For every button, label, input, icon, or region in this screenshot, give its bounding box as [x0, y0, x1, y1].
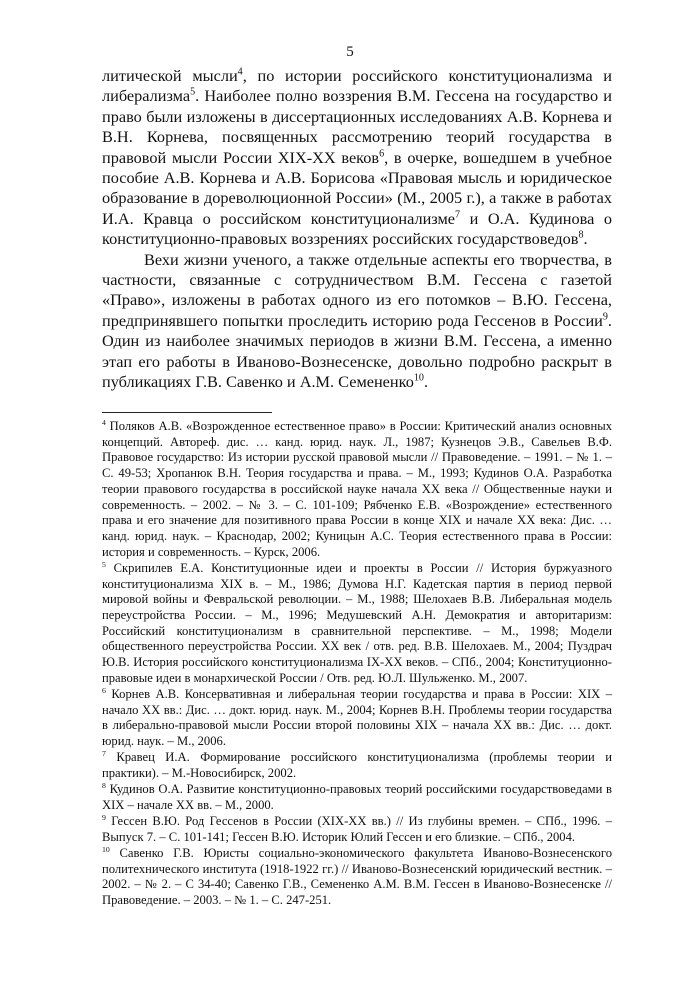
footnote: [102, 814, 612, 845]
footnote-number: 6: [102, 685, 106, 695]
text-run: и О.А. Кудинова о конституционно-правовых воззрениях российских государствоведов: [102, 208, 612, 249]
paragraph-2: [102, 250, 612, 393]
footnote: [102, 750, 612, 781]
footnote: [102, 782, 612, 813]
footnote-text: Скрипилев Е.А. Конституционные идеи и проекты в России // История буржуазного конституционализма XIX в. – М., 1986; Думова Н.Г. Кадетская партия в период первой мировой войны и Февральской революции. – М., 1988; Шелохаев В.В. Либеральная модель переустройства России. – М., 1996; Медушевский А.Н. Демократия и авторитаризм: Российский конституционализм в сравнительной перспективе. – М., 1998; Модели общественного переустройства России. XX век / отв. ред. В.В. Шелохаев. М., 2004; Пуздрач Ю.В. История российского конституционализма IX-XX веков. – СПб., 2004; Конституционно-правовые идеи в монархической России / Отв. ред. Ю.Л. Шульженко. М., 2007.: [102, 560, 612, 685]
main-text: [102, 66, 612, 393]
footnotes: [102, 419, 612, 909]
footnote-ref[interactable]: 10: [413, 372, 424, 384]
footnote-text: Гессен В.Ю. Род Гессенов в России (XIX-XX вв.) // Из глубины времен. – СПб., 1996. – Выпуск 7. – С. 101-141; Гессен В.Ю. Историк Юлий Гессен и его близкие. – СПб., 2004.: [102, 814, 612, 844]
footnote-text: Кравец И.А. Формирование российского конституционализма (проблемы теории и практики). – М.-Новосибирск, 2002.: [102, 750, 612, 780]
text-run: .: [583, 229, 588, 249]
page-number: 5: [346, 44, 354, 60]
footnote-text: Поляков А.В. «Возрожденное естественное право» в России: Критический анализ основных концепций. Автореф. дис. … канд. юрид. наук. Л., 1987; Кузнецов Э.В., Савельев В.Ф. Правовое государство: Из истории русской правовой мысли // Правоведение. – 1991. – № 1. – С. 49-53; Хропанюк В.Н. Теория государства и права. – М., 1993; Кудинов О.А. Разработка теории правового государства в российской науке начала XX века // Общественные науки и современность. – 2002. – № 3. – С. 101-109; Рябченко Е.В. «Возрождение» естественного права и его значение для позитивного права России в конце XIX и начале XX века: Дис. …канд. юрид. наук. – Краснодар, 2002; Куницын А.С. Теория естественного права в России: история и современность. – Курск, 2006.: [102, 419, 612, 559]
footnote-number: 9: [102, 812, 106, 822]
text-run: литической мысли: [102, 66, 238, 85]
footnote-number: 8: [102, 780, 106, 790]
footnote-separator: [102, 412, 272, 413]
footnote: [102, 561, 612, 687]
footnote-ref[interactable]: 8: [578, 229, 584, 241]
footnote: [102, 846, 612, 909]
paragraph-1: [102, 66, 612, 250]
footnote-ref[interactable]: 9: [602, 311, 608, 323]
text-run: , в очерке, вошедшем в учебное пособие А.В. Корнева и А.В. Борисова «Правовая мысль и юридическое образование в дореволюционной России» (М., 2005 г.), а также в работах И.А. Кравца о российском конституционализме: [102, 147, 612, 228]
footnote-ref[interactable]: 4: [237, 66, 243, 78]
footnote-ref[interactable]: 5: [190, 86, 196, 98]
footnote: [102, 687, 612, 750]
text-run: Вехи жизни ученого, а также отдельные аспекты его творчества, в частности, связанные с сотрудничеством В.М. Гессена с газетой «Право», изложены в работах одного из его потомков – В.Ю. Гессена, предпринявшего попытки проследить историю рода Гессенов в России: [102, 249, 612, 330]
footnote-ref[interactable]: 6: [379, 148, 385, 160]
footnote-ref[interactable]: 7: [455, 209, 461, 221]
footnote-number: 4: [102, 417, 106, 427]
footnote-number: 10: [102, 844, 110, 854]
text-run: , по истории российского конституционализма и либерализма: [102, 66, 612, 106]
footnote: [102, 419, 612, 560]
footnote-number: 7: [102, 749, 106, 759]
text-run: .: [423, 372, 429, 392]
footnote-text: Савенко Г.В. Юристы социально-экономического факультета Иваново-Вознесенского политехнического института (1918-1922 гг.) // Иваново-Вознесенский юридический вестник. – 2002. – № 2. – С 34-40; Савенко Г.В., Семененко А.М. В.М. Гессен в Иваново-Вознесенске // Правоведение. – 2003. – № 1. – С. 247-251.: [102, 845, 612, 908]
footnote-text: Кудинов О.А. Развитие конституционно-правовых теорий российскими государствоведами в XIX – начале XX вв. – М., 2000.: [102, 782, 612, 812]
text-run: . Один из наиболее значимых периодов в жизни В.М. Гессена, а именно этап его работы в Иваново-Вознесенске, довольно подробно раскрыт в публикациях Г.В. Савенко и А.М. Семененко: [102, 310, 612, 392]
footnote-number: 5: [102, 559, 106, 569]
text-run: . Наиболее полно воззрения В.М. Гессена на государство и право были изложены в диссертационных исследованиях А.В. Корнева и В.Н. Корнева, посвященных рассмотрению теорий государства в правовой мысли России XIX-XX веков: [102, 86, 612, 167]
footnote-text: Корнев А.В. Консервативная и либеральная теории государства и права в России: XIX – начало XX вв.: Дис. … докт. юрид. наук. М., 2004; Корнев В.Н. Проблемы теории государства в либерально-правовой мысли России второй половины XIX – начала XX вв.: Дис. … докт. юрид. наук. – М., 2006.: [102, 686, 612, 749]
